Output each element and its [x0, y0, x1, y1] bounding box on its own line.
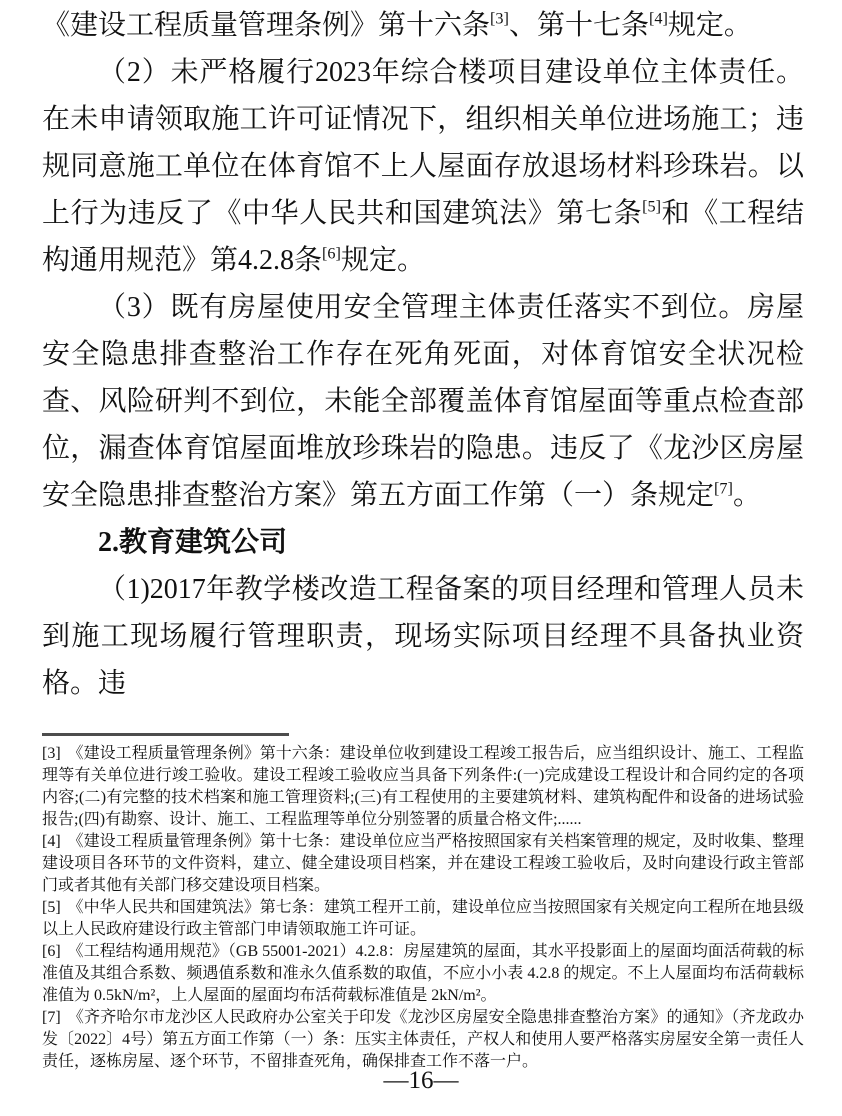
footnote-ref-5: [5] [642, 197, 662, 216]
footnote-text: 《建设工程质量管理条例》第十六条：建设单位收到建设工程竣工报告后，应当组织设计、施工、工程监理等有关单位进行竣工验收。建设工程竣工验收应当具备下列条件:(一)完成建设工程设计和合同约定的各项内容;(二)有完整的技术档案和施工管理资料;(三)有工程使用的主要建筑材料、建筑构配件和设备的进场试验报告;(四)有勘察、设计、施工、工程监理等单位分别签署的质量合格文件;...... [42, 745, 804, 828]
footnote-marker: [7] [42, 1009, 61, 1026]
paragraph-item-3 [42, 284, 804, 519]
paragraph-item-2 [42, 49, 804, 284]
paragraph-item-1 [42, 566, 804, 707]
footnote-area [42, 733, 804, 1073]
footnote-text: 《齐齐哈尔市龙沙区人民政府办公室关于印发《龙沙区房屋安全隐患排查整治方案》的通知》（齐龙政办发〔2022〕4号）第五方面工作第（一）条：压实主体责任，产权人和使用人要严格落实房屋安全第一责任人责任，逐栋房屋、逐个环节，不留排查死角，确保排查工作不落一户。 [42, 1009, 804, 1070]
footnote-text: 《工程结构通用规范》（GB 55001-2021）4.2.8：房屋建筑的屋面，其水平投影面上的屋面均面活荷载的标准值及其组合系数、频遇值系数和准永久值系数的取值，不应小小表 4.2.8 的规定。不上人屋面均布活荷载标准值为 0.5kN/m²，上人屋面的屋面均布活荷载标准值是 2kN/m²。 [42, 943, 804, 1004]
footnote-text: 《中华人民共和国建筑法》第七条：建筑工程开工前，建设单位应当按照国家有关规定向工程所在地县级以上人民政府建设行政主管部门申请领取施工许可证。 [42, 899, 804, 938]
section-heading: 2.教育建筑公司 [98, 527, 288, 558]
footnote-ref-7: [7] [714, 479, 733, 498]
text-run: 《建设工程质量管理条例》第十六条 [42, 10, 491, 41]
footnote-4 [42, 831, 804, 897]
text-run: 、第十七条 [508, 10, 649, 41]
footnote-ref-3: [3] [490, 9, 509, 28]
footnote-6 [42, 941, 804, 1007]
text-run: 规定。 [667, 10, 752, 41]
text-run: （3）既有房屋使用安全管理主体责任落实不到位。房屋安全隐患排查整治工作存在死角死面，对体育馆安全状况检查、风险研判不到位，未能全部覆盖体育馆屋面等重点检查部位，漏查体育馆屋面堆放珍珠岩的隐患。违反了《龙沙区房屋安全隐患排查整治方案》第五方面工作第（一）条规定 [42, 292, 804, 511]
page-number: —16— [383, 1067, 459, 1094]
text-run: 规定。 [340, 245, 425, 276]
footnote-separator-rule [42, 733, 289, 736]
footnote-ref-4: [4] [648, 9, 668, 28]
footnote-marker: [4] [42, 833, 61, 850]
footnote-5 [42, 897, 804, 941]
footnote-7 [42, 1007, 804, 1073]
footnote-marker: [3] [42, 745, 61, 762]
text-run: 和《工程结构通用规范》第4.2.8条 [42, 198, 804, 276]
footnote-text: 《建设工程质量管理条例》第十七条：建设单位应当严格按照国家有关档案管理的规定，及时收集、整理建设项目各环节的文件资料，建立、健全建设项目档案，并在建设工程竣工验收后，及时向建设行政主管部门或者其他有关部门移交建设项目档案。 [42, 833, 804, 894]
footnote-marker: [5] [42, 899, 61, 916]
text-run: （2）未严格履行2023年综合楼项目建设单位主体责任。在未申请领取施工许可证情况下，组织相关单位进场施工；违规同意施工单位在体育馆不上人屋面存放退场材料珍珠岩。以上行为违反了《中华人民共和国建筑法》第七条 [42, 57, 804, 229]
body-text-block [42, 2, 804, 707]
footnote-ref-6: [6] [322, 244, 341, 263]
footnote-3 [42, 743, 804, 831]
footnote-marker: [6] [42, 943, 61, 960]
paragraph-continuation [42, 2, 804, 49]
text-run: 。 [732, 480, 761, 511]
text-run: （1)2017年教学楼改造工程备案的项目经理和管理人员未到施工现场履行管理职责，现场实际项目经理不具备执业资格。违 [42, 574, 804, 699]
